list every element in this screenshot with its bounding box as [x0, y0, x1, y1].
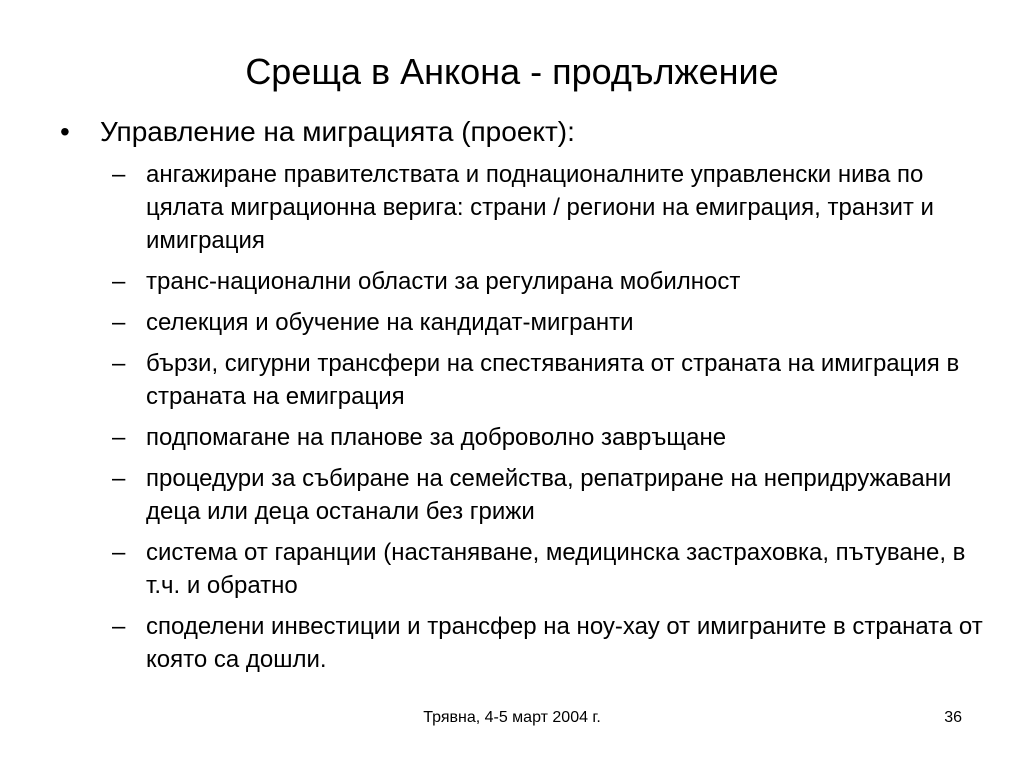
- list-item-text: транс-национални области за регулирана мобилност: [146, 268, 741, 295]
- main-bullet-text: Управление на миграцията (проект):: [100, 116, 575, 147]
- sub-list: [112, 158, 992, 684]
- bullet-marker: •: [60, 116, 70, 147]
- list-item: [112, 347, 992, 413]
- list-item-text: ангажиране правителствата и поднационалните управленски нива по цялата миграционна верига: страни / региони на емиграция, транзит и имиграция: [146, 161, 934, 254]
- list-item: [112, 421, 992, 454]
- dash-marker: –: [112, 161, 126, 188]
- dash-marker: –: [112, 350, 126, 377]
- main-bullet: [60, 114, 980, 150]
- list-item-text: бързи, сигурни трансфери на спестяванията от страната на имиграция в страната на емиграция: [146, 350, 960, 410]
- list-item-text: подпомагане на планове за доброволно завръщане: [146, 424, 727, 451]
- dash-marker: –: [112, 539, 126, 566]
- dash-marker: –: [112, 465, 126, 492]
- list-item: [112, 610, 992, 676]
- dash-marker: –: [112, 268, 126, 295]
- list-item-text: селекция и обучение на кандидат-мигранти: [146, 309, 634, 336]
- dash-marker: –: [112, 613, 126, 640]
- dash-marker: –: [112, 424, 126, 451]
- footer-event: Трявна, 4-5 март 2004 г.: [423, 709, 601, 726]
- dash-marker: –: [112, 309, 126, 336]
- list-item: [112, 306, 992, 339]
- list-item: [112, 158, 992, 257]
- slide-title: Среща в Анкона - продължение: [245, 51, 779, 92]
- list-item-text: процедури за събиране на семейства, репатриране на непридружавани деца или деца останали без грижи: [146, 465, 952, 525]
- list-item: [112, 462, 992, 528]
- list-item-text: споделени инвестиции и трансфер на ноу-хау от имиграните в страната от която са дошли.: [146, 613, 983, 673]
- list-item: [112, 265, 992, 298]
- page-number: 36: [944, 709, 962, 726]
- list-item: [112, 536, 992, 602]
- list-item-text: система от гаранции (настаняване, медицинска застраховка, пътуване, в т.ч. и обратно: [146, 539, 966, 599]
